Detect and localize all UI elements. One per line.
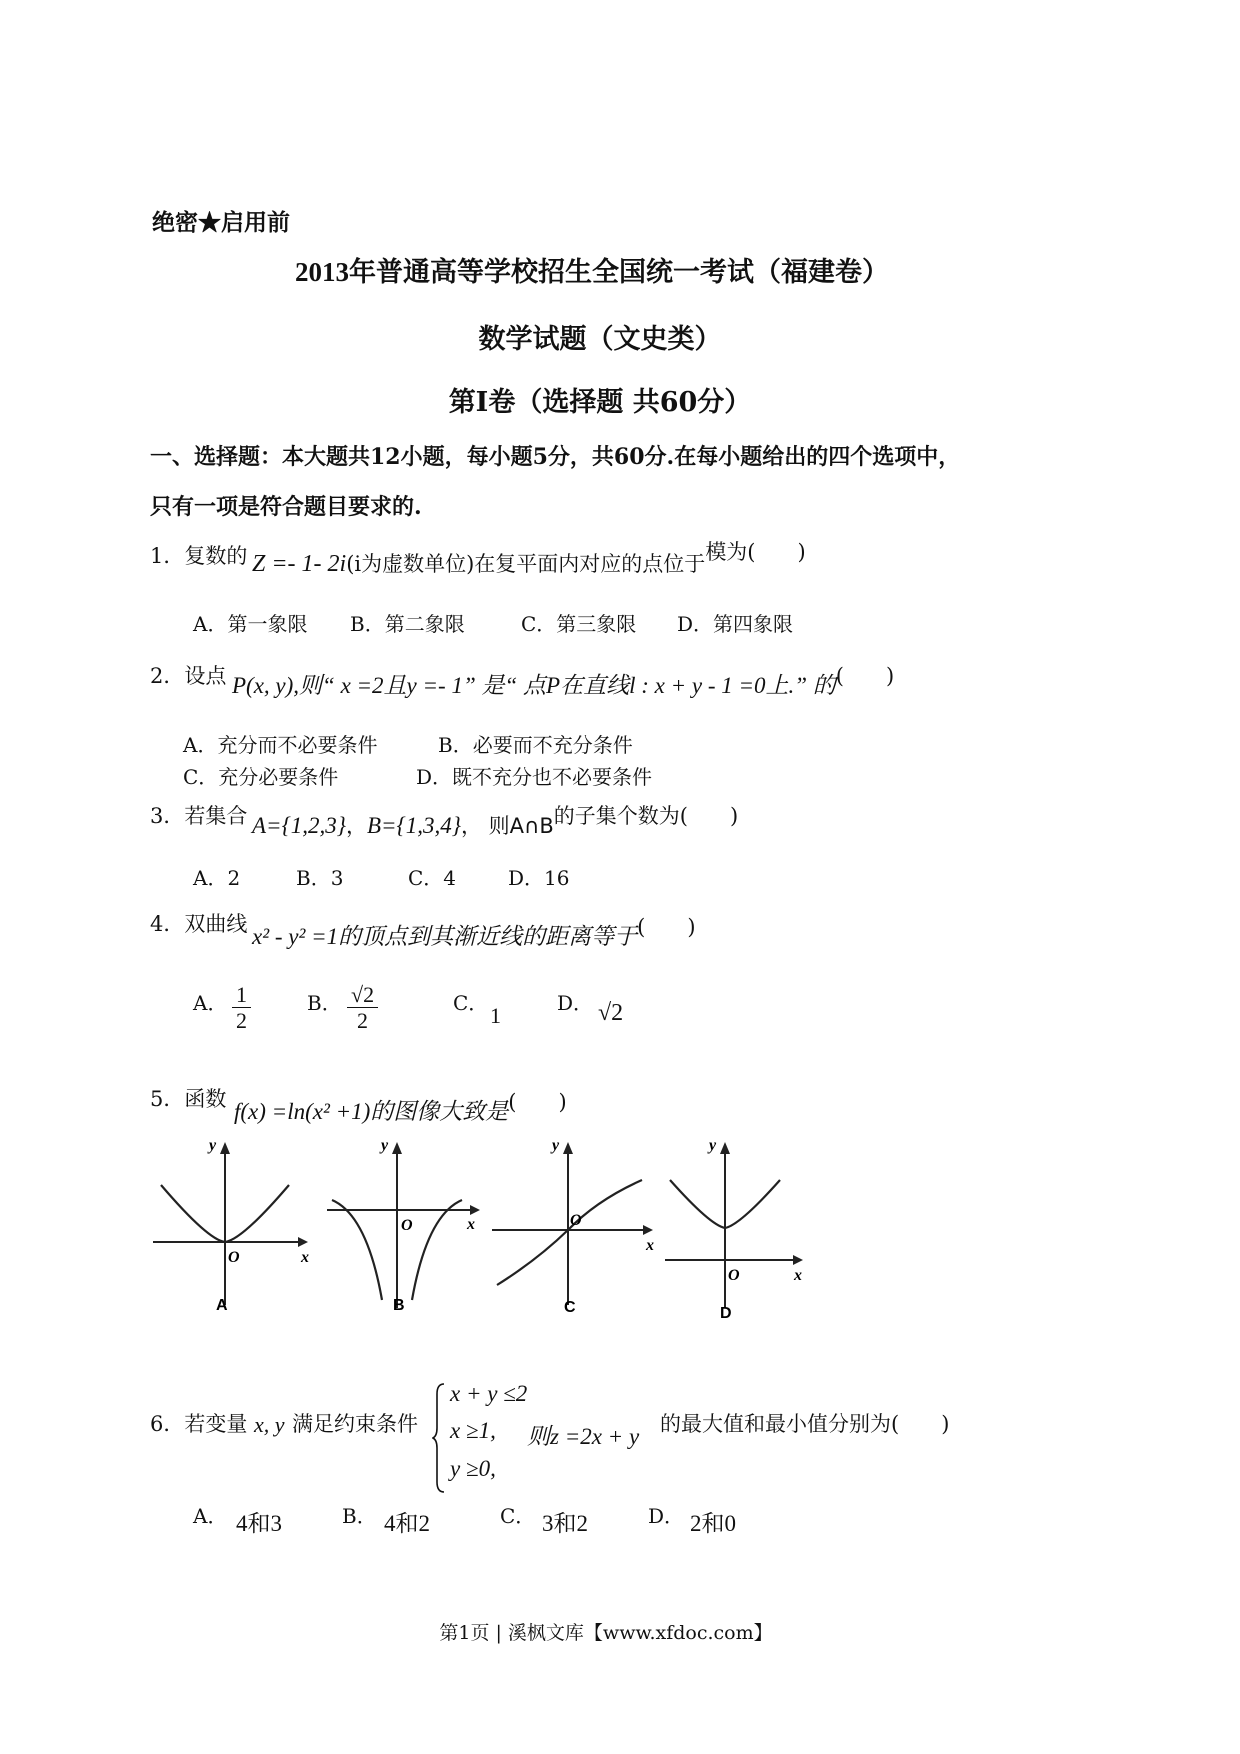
q4-formula — [252, 915, 696, 951]
q1-option-b: B．第二象限 — [350, 612, 465, 636]
q5-a-label: A — [216, 1297, 228, 1314]
section-instructions-line1: 一、选择题：本大题共12小题，每小题5分，共60分.在每小题给出的四个选项中， — [150, 444, 961, 470]
q3-set-a: A={1,2,3} — [252, 813, 346, 838]
q6-option-a-value: 4和3 — [236, 1511, 282, 1536]
q5-b-label: B — [393, 1297, 405, 1314]
q4-a-denominator: 2 — [236, 1008, 247, 1034]
q5-d-axis-y: y — [709, 1137, 717, 1154]
q5-d-axis-x: x — [794, 1267, 802, 1284]
q3-option-c: C．4 — [408, 866, 457, 890]
q5-a-axis-y: y — [209, 1137, 217, 1154]
q5-c-axis-y: y — [552, 1137, 560, 1154]
q4-number: 4． — [150, 912, 185, 936]
q4-option-d-letter: D． — [557, 991, 594, 1015]
q1-paren-text: (i为虚数单位)在复平面内对应的点位于 — [346, 552, 706, 576]
q6-stem — [150, 1408, 247, 1438]
section-instructions-line2: 只有一项是符合题目要求的. — [150, 494, 422, 520]
q1-expr: Z =- 1- 2i — [252, 551, 347, 577]
q1-formula — [252, 540, 806, 578]
q2-lead: 设点 — [184, 664, 227, 688]
q5-number: 5． — [150, 1087, 185, 1111]
q6-option-d-letter: D． — [648, 1504, 685, 1528]
secret-label: 绝密★启用前 — [152, 209, 290, 236]
q6-vars: x, y — [254, 1412, 285, 1437]
q6-then: 则z =2x + y — [527, 1424, 640, 1449]
q4-expr: x² - y² =1的顶点到其渐近线的距离等于 — [252, 924, 638, 949]
q4-tail: ( ) — [637, 915, 696, 939]
q5-b-axis-x: x — [467, 1216, 475, 1233]
q1-option-d: D．第四象限 — [677, 612, 794, 636]
q5-graph-b — [327, 1130, 487, 1315]
q5-stem — [150, 1083, 226, 1113]
q6-brace — [432, 1382, 446, 1494]
q2-formula — [232, 664, 895, 700]
q3-stem — [150, 800, 247, 830]
exam-title: 2013年普通高等学校招生全国统一考试（福建卷） — [295, 257, 889, 287]
q6-option-c-value: 3和2 — [542, 1511, 588, 1536]
q1-option-c: C．第三象限 — [521, 612, 637, 636]
q5-c-axis-x: x — [646, 1237, 654, 1254]
q3-separator: ， — [345, 814, 367, 838]
q4-option-b-value — [347, 982, 378, 1034]
q2-option-b: B．必要而不充分条件 — [438, 733, 633, 757]
q3-number: 3． — [150, 804, 185, 828]
q5-d-label: D — [720, 1305, 732, 1320]
q6-number: 6． — [150, 1412, 185, 1436]
q1-tail: 模为( ) — [705, 540, 806, 564]
q6-option-a-letter: A． — [193, 1504, 228, 1528]
subject-title: 数学试题（文史类） — [478, 324, 722, 355]
q2-number: 2． — [150, 664, 185, 688]
q5-formula — [234, 1090, 567, 1126]
q2-option-d: D．既不充分也不必要条件 — [416, 765, 653, 789]
part-title: 第Ⅰ卷（选择题 共60分） — [448, 387, 752, 418]
q1-number: 1． — [150, 544, 185, 568]
page-footer: 第1页 | 溪枫文库【www.xfdoc.com】 — [439, 1622, 773, 1644]
q6-constraint-3: y ≥0, — [450, 1456, 496, 1481]
q5-tail: ( ) — [508, 1090, 567, 1114]
q6-lead: 若变量 — [184, 1412, 248, 1436]
q5-graph-a — [153, 1130, 313, 1315]
q2-stem — [150, 660, 226, 690]
q6-option-c-letter: C． — [500, 1504, 536, 1528]
q6-mid: 满足约束条件 — [292, 1412, 418, 1436]
q6-option-b-value: 4和2 — [384, 1511, 430, 1536]
q1-option-a: A．第一象限 — [193, 612, 308, 636]
q4-stem — [150, 908, 247, 938]
q6-tail: 的最大值和最小值分别为( ) — [660, 1412, 950, 1436]
q5-c-label: C — [564, 1299, 576, 1315]
q6-objective — [527, 1418, 639, 1451]
q2-tail: ( ) — [835, 664, 895, 688]
q5-c-origin: O — [570, 1212, 582, 1229]
q6-constraint-2: x ≥1, — [450, 1418, 496, 1443]
q5-a-origin: O — [228, 1249, 240, 1266]
q3-option-b: B．3 — [296, 866, 344, 890]
q5-graph-c — [492, 1130, 662, 1315]
q3-lead: 若集合 — [184, 804, 248, 828]
q4-option-c-value: 1 — [490, 1003, 501, 1028]
q4-option-a-letter: A． — [193, 991, 228, 1015]
q4-option-a-value — [232, 982, 251, 1034]
q3-option-d: D．16 — [508, 866, 570, 890]
q3-option-a: A．2 — [193, 866, 241, 890]
q4-option-d-value: √2 — [598, 1000, 624, 1026]
q5-b-origin: O — [401, 1217, 413, 1234]
q3-intersection: ， 则A∩B — [460, 814, 554, 838]
q4-option-b-letter: B． — [307, 991, 342, 1015]
q6-option-b-letter: B． — [342, 1504, 377, 1528]
q2-option-c: C．充分必要条件 — [183, 765, 339, 789]
q5-d-origin: O — [728, 1267, 740, 1284]
q4-lead: 双曲线 — [184, 912, 248, 936]
q2-expr: P(x, y),则“ x =2且y =- 1” 是“ 点P在直线l : x + y - 1 =0上.” 的 — [232, 673, 836, 698]
q4-option-c-letter: C． — [453, 991, 489, 1015]
q6-constraint-1: x + y ≤2 — [450, 1381, 528, 1406]
q5-expr: f(x) =ln(x² +1)的图像大致是 — [234, 1099, 509, 1124]
q4-b-numerator: √2 — [347, 982, 378, 1008]
q6-option-d-value: 2和0 — [690, 1511, 736, 1536]
q3-tail: 的子集个数为( ) — [553, 804, 739, 828]
q5-graph-d — [665, 1130, 815, 1320]
q3-set-b: B={1,3,4} — [366, 813, 461, 838]
q1-lead: 复数的 — [184, 544, 248, 568]
q3-formula — [252, 804, 739, 840]
q5-a-axis-x: x — [301, 1249, 309, 1266]
q4-a-numerator: 1 — [232, 982, 251, 1008]
q1-stem — [150, 540, 247, 570]
q2-option-a: A．充分而不必要条件 — [183, 733, 378, 757]
q5-b-axis-y: y — [381, 1137, 389, 1154]
q4-b-denominator: 2 — [357, 1008, 369, 1034]
q5-lead: 函数 — [184, 1087, 227, 1111]
